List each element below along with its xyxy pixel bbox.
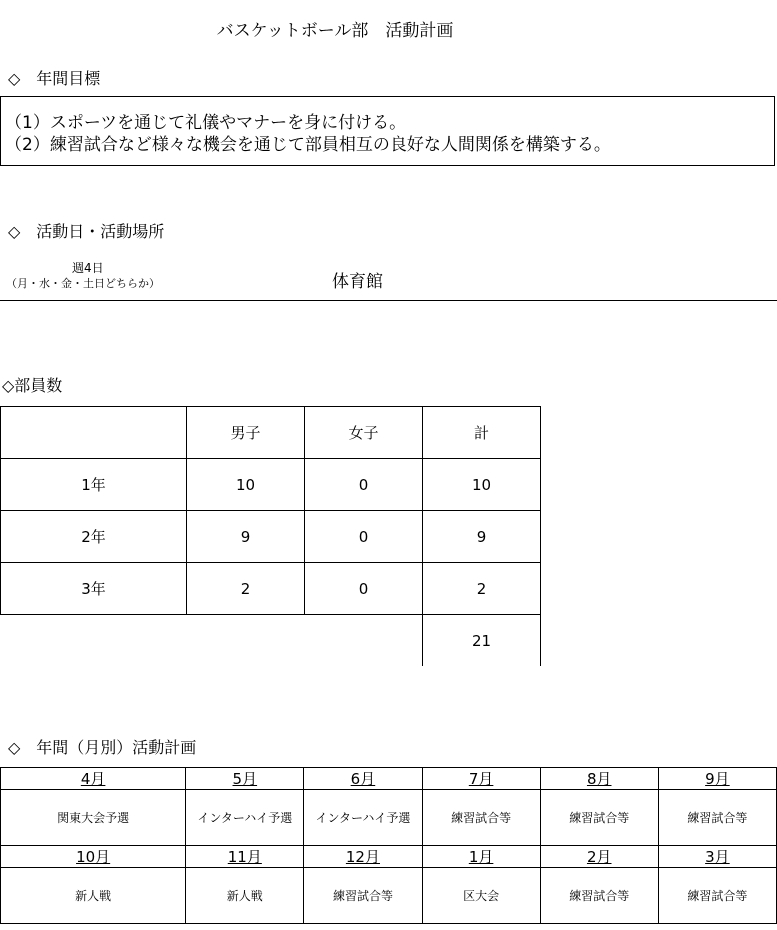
activity-days: 週4日 <box>72 261 104 275</box>
month-cell: 6月 <box>304 768 422 790</box>
activity-cell: 練習試合等 <box>304 868 422 924</box>
female-cell: 0 <box>305 459 423 511</box>
members-header-female: 女子 <box>305 407 423 459</box>
plan-heading: ◇ 年間（月別）活動計画 <box>8 738 197 757</box>
activity-cell: 練習試合等 <box>422 790 540 846</box>
month-cell: 12月 <box>304 846 422 868</box>
members-total-row <box>1 615 541 667</box>
goal-item-1: （1）スポーツを通じて礼儀やマナーを身に付ける。 <box>5 113 407 133</box>
activity-cell: 練習試合等 <box>658 790 776 846</box>
divider <box>0 300 777 301</box>
members-grand-total: 21 <box>423 615 541 667</box>
total-cell: 2 <box>423 563 541 615</box>
activity-cell: インターハイ予選 <box>304 790 422 846</box>
goal-item-2: （2）練習試合など様々な機会を通じて部員相互の良好な人間関係を構築する。 <box>5 135 611 155</box>
activity-cell: 新人戦 <box>186 868 304 924</box>
male-cell: 2 <box>187 563 305 615</box>
month-cell: 8月 <box>540 768 658 790</box>
table-row <box>1 511 541 563</box>
members-heading: ◇部員数 <box>2 376 63 395</box>
month-cell: 5月 <box>186 768 304 790</box>
male-cell: 10 <box>187 459 305 511</box>
page-title: バスケットボール部 活動計画 <box>216 21 454 41</box>
activity-cell: 区大会 <box>422 868 540 924</box>
activity-cell: 練習試合等 <box>658 868 776 924</box>
activity-cell: 関東大会予選 <box>1 790 186 846</box>
total-cell: 10 <box>423 459 541 511</box>
plan-activity-row <box>1 868 777 924</box>
grade-cell: 1年 <box>1 459 187 511</box>
activity-days-note: （月・水・金・土日どちらか） <box>6 277 160 290</box>
members-header-total: 計 <box>423 407 541 459</box>
month-cell: 1月 <box>422 846 540 868</box>
table-row <box>1 563 541 615</box>
plan-month-row <box>1 768 777 790</box>
activity-heading: ◇ 活動日・活動場所 <box>8 222 165 241</box>
goals-heading: ◇ 年間目標 <box>8 69 101 88</box>
activity-cell: 新人戦 <box>1 868 186 924</box>
grade-cell: 3年 <box>1 563 187 615</box>
female-cell: 0 <box>305 563 423 615</box>
plan-activity-row <box>1 790 777 846</box>
activity-cell: インターハイ予選 <box>186 790 304 846</box>
month-cell: 7月 <box>422 768 540 790</box>
month-cell: 4月 <box>1 768 186 790</box>
activity-cell: 練習試合等 <box>540 790 658 846</box>
members-header-row <box>1 407 541 459</box>
goals-box <box>0 96 775 166</box>
male-cell: 9 <box>187 511 305 563</box>
female-cell: 0 <box>305 511 423 563</box>
month-cell: 3月 <box>658 846 776 868</box>
total-cell: 9 <box>423 511 541 563</box>
month-cell: 11月 <box>186 846 304 868</box>
month-cell: 9月 <box>658 768 776 790</box>
grade-cell: 2年 <box>1 511 187 563</box>
month-cell: 10月 <box>1 846 186 868</box>
plan-table <box>0 767 777 924</box>
members-header-cell <box>1 407 187 459</box>
activity-place: 体育館 <box>332 272 383 292</box>
month-cell: 2月 <box>540 846 658 868</box>
plan-month-row <box>1 846 777 868</box>
activity-cell: 練習試合等 <box>540 868 658 924</box>
members-header-male: 男子 <box>187 407 305 459</box>
members-table <box>0 406 541 666</box>
table-row <box>1 459 541 511</box>
